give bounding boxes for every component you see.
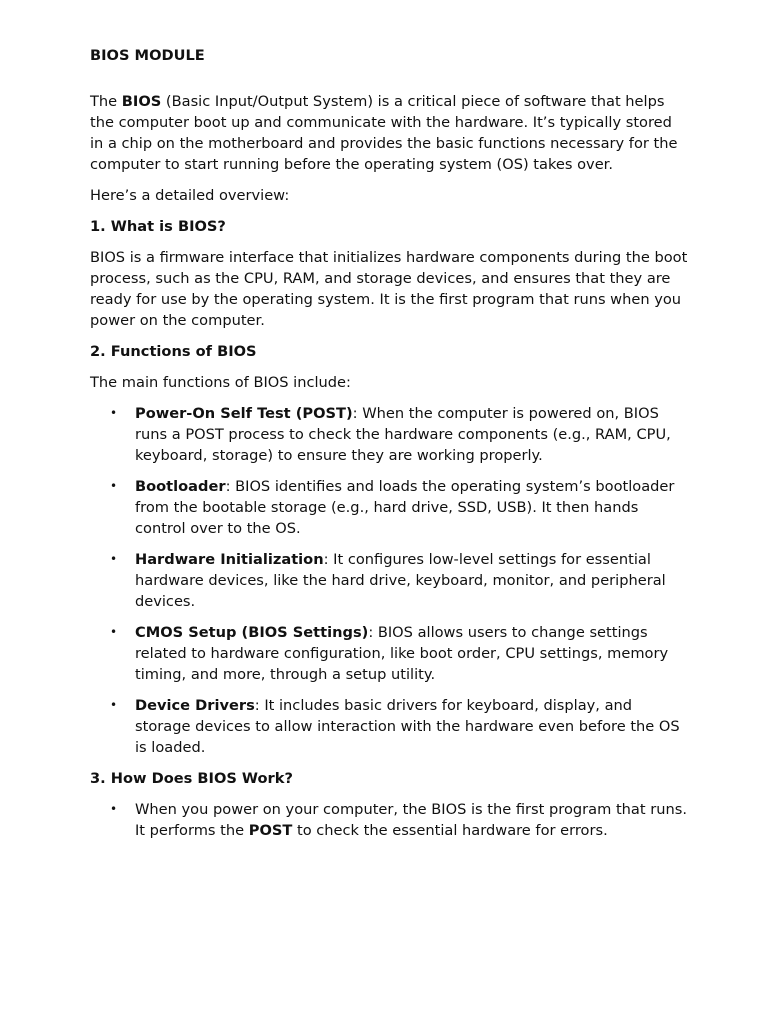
bullet-icon: •: [110, 625, 118, 639]
section3-heading: 3. How Does BIOS Work?: [90, 770, 293, 787]
bullet-icon: •: [110, 802, 118, 816]
list-item: [90, 549, 688, 612]
overview-paragraph: Here’s a detailed overview:: [90, 187, 290, 204]
section2-heading: 2. Functions of BIOS: [90, 343, 257, 360]
section1-body: BIOS is a firmware interface that initializes hardware components during the boot process, such as the CPU, RAM, and storage devices, and ensures that they are ready for use by the operating system. It is the first program that runs when you power on the computer.: [90, 249, 688, 329]
section2-intro: The main functions of BIOS include:: [90, 374, 351, 391]
list-item-desc: : It includes basic drivers for keyboard, display, and storage devices to allow interaction with the hardware even before the OS is loaded.: [135, 697, 680, 756]
list-item: [90, 622, 688, 685]
how-it-works-list: [90, 799, 688, 841]
bullet-icon: •: [110, 479, 118, 493]
list-item: [90, 476, 688, 539]
list-item: [90, 799, 688, 841]
bullet-icon: •: [110, 552, 118, 566]
intro-text-post: (Basic Input/Output System) is a critical piece of software that helps the computer boot up and communicate with the hardware. It’s typically stored in a chip on the motherboard and provides the basic functions necessary for the computer to start running before the operating system (OS) takes over.: [90, 93, 678, 173]
list-item-term: Bootloader: [135, 478, 226, 495]
list-item: [90, 695, 688, 758]
list-item: [90, 403, 688, 466]
list-item-desc: : BIOS allows users to change settings related to hardware configuration, like boot order, CPU settings, memory timing, and more, through a setup utility.: [135, 624, 669, 683]
list-item-desc: : It configures low-level settings for essential hardware devices, like the hard drive, keyboard, monitor, and peripheral devices.: [135, 551, 666, 610]
document-title: BIOS MODULE: [90, 47, 205, 64]
list-item-text-pre: When you power on your computer, the BIOS is the first program that runs. It performs the: [135, 801, 687, 839]
bullet-icon: •: [110, 698, 118, 712]
intro-bold-term: BIOS: [121, 93, 162, 110]
section1-heading: 1. What is BIOS?: [90, 218, 226, 235]
functions-list: [90, 403, 688, 758]
list-item-text-post: to check the essential hardware for errors.: [292, 822, 608, 839]
list-item-term: Power-On Self Test (POST): [135, 405, 353, 422]
list-item-term: Hardware Initialization: [135, 551, 324, 568]
intro-text-pre: The: [90, 93, 122, 110]
list-item-bold-term: POST: [248, 822, 293, 839]
intro-paragraph: [90, 91, 688, 175]
list-item-term: CMOS Setup (BIOS Settings): [135, 624, 369, 641]
bullet-icon: •: [110, 406, 118, 420]
list-item-desc: : When the computer is powered on, BIOS runs a POST process to check the hardware components (e.g., RAM, CPU, keyboard, storage) to ensure they are working properly.: [135, 405, 671, 464]
list-item-desc: : BIOS identifies and loads the operating system’s bootloader from the bootable storage (e.g., hard drive, SSD, USB). It then hands control over to the OS.: [135, 478, 675, 537]
list-item-term: Device Drivers: [135, 697, 255, 714]
